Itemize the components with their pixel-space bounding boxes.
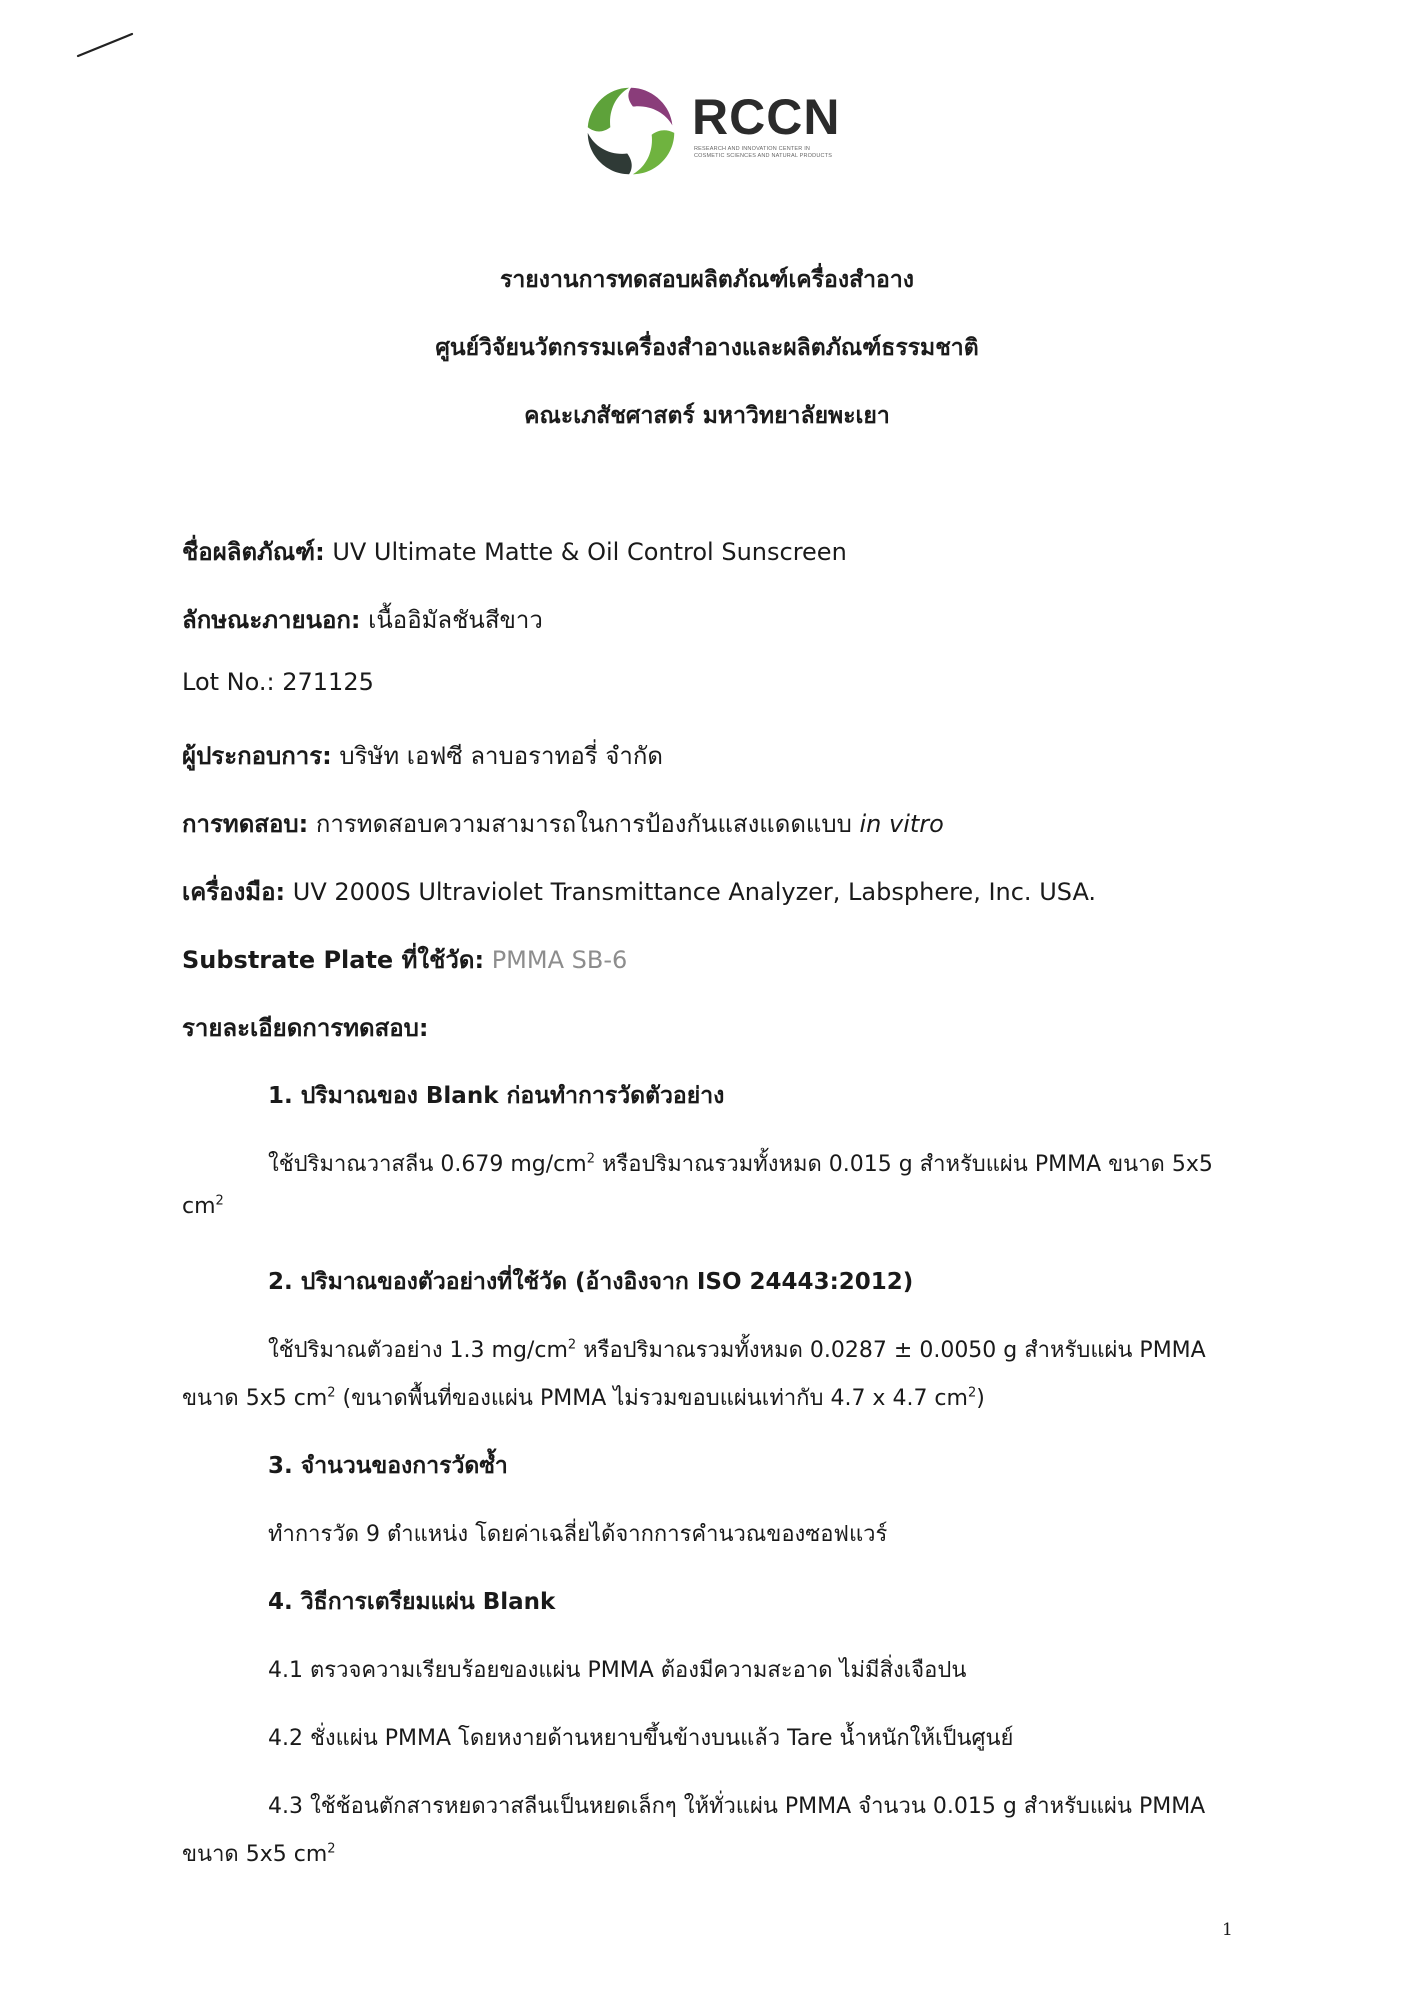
superscript: 2 — [967, 1385, 977, 1401]
text-run: ใช้ปริมาณตัวอย่าง 1.3 mg/cm — [268, 1338, 568, 1363]
pen-stroke-mark — [76, 30, 136, 60]
test-type-label: การทดสอบ: — [182, 810, 309, 838]
section-3-text: ทำการวัด 9 ตำแหน่ง โดยค่าเฉลี่ยได้จากการคำนวณของซอฟแวร์ — [268, 1522, 888, 1547]
operator-value: บริษัท เอฟซี ลาบอราทอรี่ จำกัด — [339, 742, 663, 770]
superscript: 2 — [215, 1193, 224, 1209]
page-number: 1 — [1222, 1920, 1233, 1940]
report-title: รายงานการทดสอบผลิตภัณฑ์เครื่องสำอาง — [499, 267, 914, 293]
lot-number-value: 271125 — [282, 668, 374, 696]
instrument-label: เครื่องมือ: — [182, 878, 286, 906]
logo-tagline — [694, 146, 844, 160]
section-1-title: 1. ปริมาณของ Blank ก่อนทำการวัดตัวอย่าง — [268, 1083, 725, 1109]
section-4-title: 4. วิธีการเตรียมแผ่น Blank — [268, 1589, 556, 1615]
appearance-label: ลักษณะภายนอก: — [182, 606, 361, 634]
section-3-title: 3. จำนวนของการวัดซ้ำ — [268, 1453, 508, 1479]
lot-number-field — [182, 668, 374, 696]
section-1-text — [268, 1146, 1213, 1181]
appearance-value: เนื้ออิมัลชันสีขาว — [368, 606, 543, 634]
operator-field — [182, 736, 663, 775]
section-1-text-cont — [182, 1194, 224, 1219]
operator-label: ผู้ประกอบการ: — [182, 742, 332, 770]
section-2-text — [268, 1332, 1206, 1367]
section-4-step-1: 4.1 ตรวจความเรียบร้อยของแผ่น PMMA ต้องมีความสะอาด ไม่มีสิ่งเจือปน — [268, 1658, 967, 1683]
product-name-label: ชื่อผลิตภัณฑ์: — [182, 538, 325, 566]
test-type-value-italic: in vitro — [859, 810, 944, 838]
product-name-field — [182, 532, 847, 571]
superscript: 2 — [327, 1385, 336, 1401]
appearance-field — [182, 600, 543, 639]
text-run: ใช้ปริมาณวาสลีน 0.679 mg/cm — [268, 1152, 587, 1177]
instrument-value: UV 2000S Ultraviolet Transmittance Analyzer, Labsphere, Inc. USA. — [292, 878, 1097, 906]
logo-wordmark: RCCN — [692, 89, 841, 145]
superscript: 2 — [327, 1841, 336, 1857]
product-name-value: UV Ultimate Matte & Oil Control Sunscreen — [332, 538, 847, 566]
logo-tagline-line: COSMETIC SCIENCES AND NATURAL PRODUCTS — [694, 153, 833, 159]
rccn-logo-emblem-icon — [584, 84, 678, 178]
test-type-field — [182, 804, 944, 843]
text-run: ขนาด 5x5 cm — [182, 1842, 328, 1867]
test-type-value: การทดสอบความสามารถในการป้องกันแสงแดดแบบ — [315, 810, 852, 838]
substrate-field — [182, 940, 627, 979]
section-4-step-3: 4.3 ใช้ช้อนตักสารหยดวาสลีนเป็นหยดเล็กๆ ให้ทั่วแผ่น PMMA จำนวน 0.015 g สำหรับแผ่น PMMA — [268, 1794, 1206, 1819]
logo-tagline-line: RESEARCH AND INNOVATION CENTER IN — [694, 146, 811, 152]
faculty-name: คณะเภสัชศาสตร์ มหาวิทยาลัยพะเยา — [524, 403, 890, 429]
test-details-label: รายละเอียดการทดสอบ: — [182, 1014, 429, 1042]
instrument-field — [182, 872, 1096, 911]
section-2-title: 2. ปริมาณของตัวอย่างที่ใช้วัด (อ้างอิงจาก ISO 24443:2012) — [268, 1269, 914, 1295]
substrate-value: PMMA SB-6 — [491, 946, 628, 974]
superscript: 2 — [586, 1151, 595, 1167]
superscript: 2 — [567, 1337, 577, 1353]
text-run: cm — [182, 1194, 216, 1219]
rccn-logo — [584, 84, 864, 180]
section-4-step-2: 4.2 ชั่งแผ่น PMMA โดยหงายด้านหยาบขึ้นข้างบนแล้ว Tare น้ำหนักให้เป็นศูนย์ — [268, 1726, 1014, 1751]
text-run: ) — [976, 1386, 985, 1411]
center-name: ศูนย์วิจัยนวัตกรรมเครื่องสำอางและผลิตภัณฑ์ธรรมชาติ — [435, 335, 979, 361]
test-details-heading — [182, 1008, 429, 1047]
text-run: หรือปริมาณรวมทั้งหมด 0.0287 ± 0.0050 g สำหรับแผ่น PMMA — [576, 1338, 1206, 1363]
lot-number-label: Lot No.: — [182, 668, 275, 696]
section-2-text-cont — [182, 1380, 985, 1415]
section-4-step-3-cont — [182, 1836, 336, 1871]
substrate-label: Substrate Plate ที่ใช้วัด: — [182, 946, 485, 974]
text-run: ขนาด 5x5 cm — [182, 1386, 328, 1411]
text-run: (ขนาดพื้นที่ของแผ่น PMMA ไม่รวมขอบแผ่นเท่ากับ 4.7 x 4.7 cm — [335, 1386, 968, 1411]
text-run: หรือปริมาณรวมทั้งหมด 0.015 g สำหรับแผ่น PMMA ขนาด 5x5 — [594, 1152, 1213, 1177]
